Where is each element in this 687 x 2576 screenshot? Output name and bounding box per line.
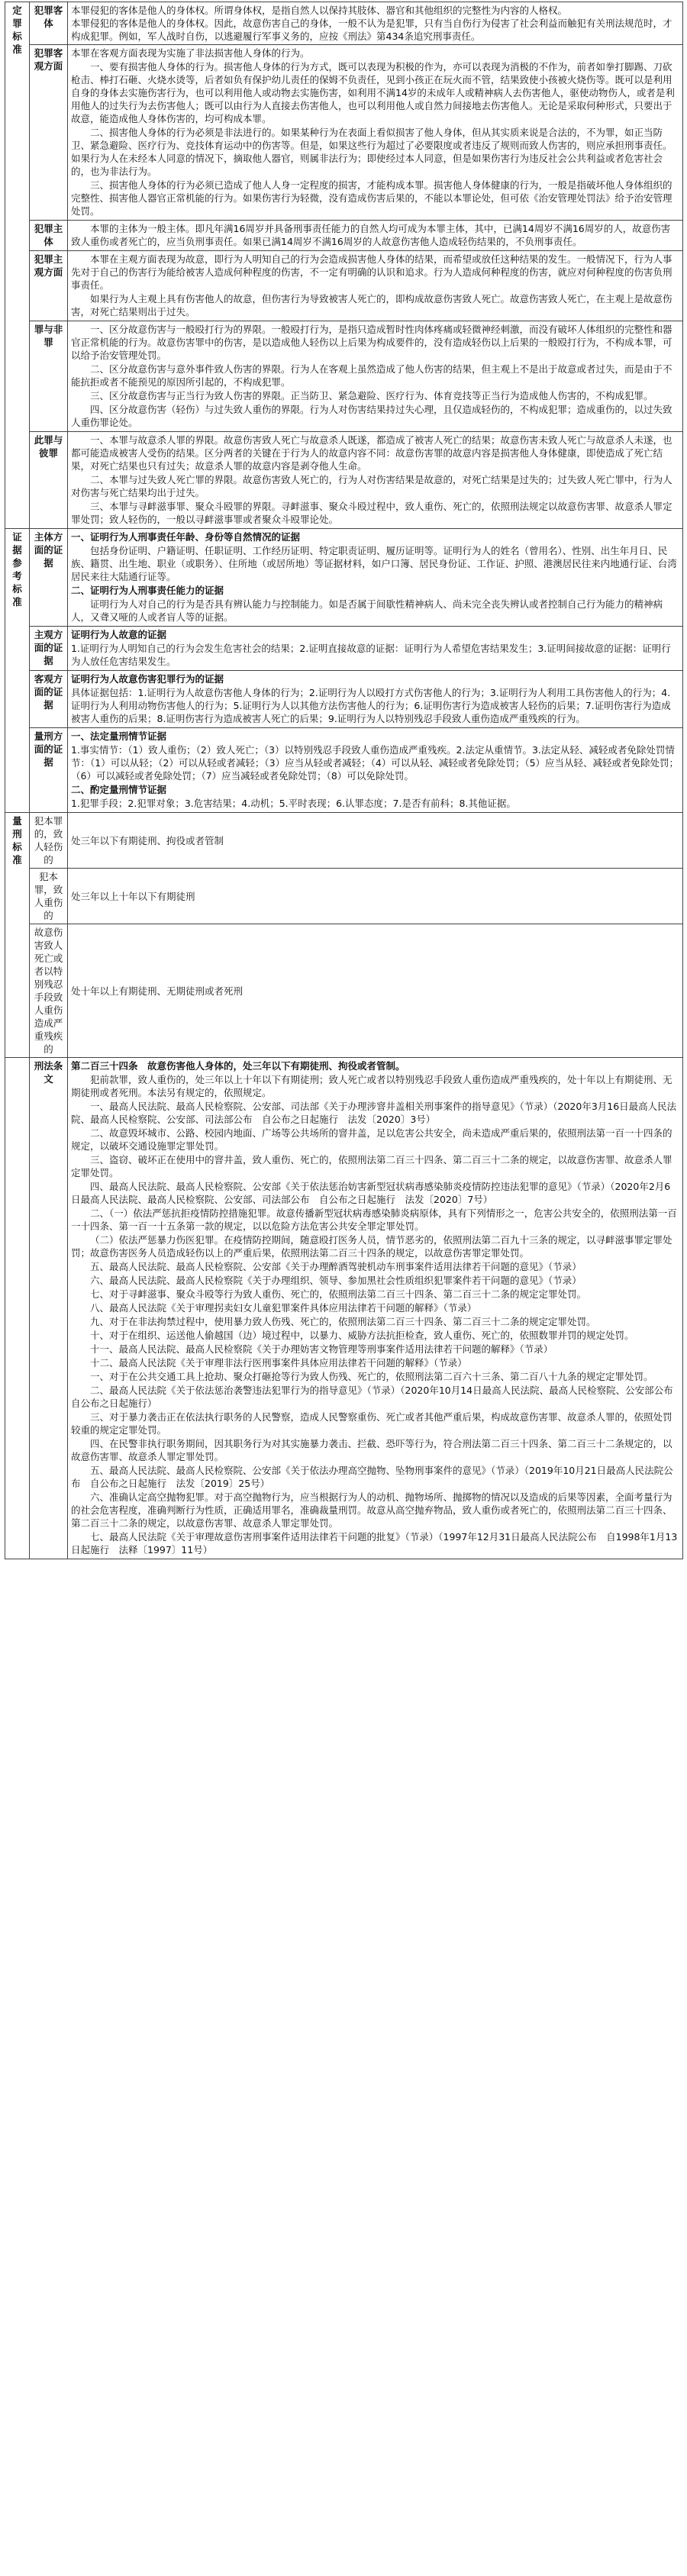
sentence-text: 处十年以上有期徒刑、无期徒刑或者死刑 — [68, 924, 683, 1058]
ev-subjective-head: 证明行为人故意的证据 — [71, 629, 167, 640]
law-para: 犯前款罪，致人重伤的，处三年以上十年以下有期徒刑；致人死亡或者以特别残忍手段致人重伤造成严重残疾的，处十年以上有期徒刑、无期徒刑或者死刑。本法另有规定的，依照规定。 — [71, 1074, 672, 1098]
ev-sentencing-para: 1.事实情节：（1）致人重伤；（2）致人死亡；（3）以特别残忍手段致人重伤造成严重残疾。2.法定从重情节。3.法定从轻、减轻或者免除处罚情节：（1）可以从轻；（2）可以从轻或者减轻；（3）应当从轻或者减轻；（4）可以从轻、减轻或者免除处罚；（5）应当从轻、减轻或者免除处罚；（6）可以减轻或者免除处罚；（7）应当减轻或者免除处罚；（8）可以免除处罚。 — [71, 744, 679, 782]
ev-subjective-text — [68, 627, 683, 671]
row-sentence-3 — [5, 924, 683, 1058]
subjective-label: 犯罪主观方面 — [30, 251, 68, 321]
group-label-conviction: 定罪标准 — [5, 2, 30, 529]
objective-para: 本罪在客观方面表现为实施了非法损害他人身体的行为。 — [71, 47, 310, 59]
ev-objective-items: 具体证据包括：1.证明行为人故意伤害他人身体的行为；2.证明行为人以殴打方式伤害他人的行为；3.证明行为人利用工具伤害他人的行为；4.证明行为人利用动物伤害他人的行为；5.证明行为人以其他方法伤害他人的行为；6.证明伤害行为造成被害人轻伤的后果；7.证明伤害行为造成被害人重伤的后果；8.证明伤害行为造成被害人死亡的后果；9.证明行为人以特别残忍手段致人重伤造成严重残疾的行为。 — [71, 687, 671, 724]
ev-subject-label: 主体方面的证据 — [30, 529, 68, 627]
law-para: 一、对于在公共交通工具上抢劫、聚众打砸抢等行为致人伤残、死亡的，依照刑法第二百六十三条、第二百八十九条的规定定罪处罚。 — [90, 1371, 653, 1382]
crime-table — [5, 2, 683, 1559]
ev-subject-text — [68, 529, 683, 627]
law-para: 第二百三十四条 故意伤害他人身体的，处三年以下有期徒刑、拘役或者管制。 — [71, 1060, 405, 1072]
row-ev-subject — [5, 529, 683, 627]
objective-para: 二、损害他人身体的行为必须是非法进行的。如果某种行为在表面上看似损害了他人身体，但从其实质来说是合法的，不为罪，如正当防卫、紧急避险、医疗行为、竞技体育运动中的伤害等。但是，如果这些行为超过了必要限度或者违反了规则而致人伤害的，则应承担刑事责任。如果行为人在未经本人同意的情况下，摘取他人器官，则属非法行为；即使经过本人同意，但是如果伤害行为违反社会公共利益或者危害社会的，也为非法行为。 — [71, 127, 672, 177]
ev-subject-head: 一、证明行为人刑事责任年龄、身份等自然情况的证据 — [71, 531, 301, 543]
law-para: 二、（一）依法严惩抗拒疫情防控措施犯罪。故意传播新型冠状病毒感染肺炎病原体，具有下列情形之一，危害公共安全的，依照刑法第一百一十四条、第一百一十五条第一款的规定，以以危险方法危害公共安全罪定罪处罚。 — [71, 1207, 677, 1232]
subject-label: 犯罪主体 — [30, 221, 68, 251]
sentence-label: 犯本罪的，致人轻伤的 — [30, 813, 68, 869]
law-para: 一、最高人民法院、最高人民检察院、公安部、司法部《关于办理涉窨井盖相关刑事案件的指导意见》（节录）（2020年3月16日最高人民法院、最高人民检察院、公安部、司法部公布 自公布之日起施行 法发〔2020〕3号） — [71, 1101, 677, 1125]
ev-sentencing-head: 二、酌定量刑情节证据 — [71, 784, 167, 795]
subject-para: 本罪的主体为一般主体。即凡年满16周岁并具备刑事责任能力的自然人均可成为本罪主体，其中，已满14周岁不满16周岁的人，故意伤害致人重伤或者死亡的，应当负刑事责任。如果已满14周岁不满16周岁的人故意伤害他人造成轻伤结果的，不负刑事责任。 — [71, 223, 671, 247]
row-subject — [5, 221, 683, 251]
document — [5, 2, 682, 1559]
distinction-label: 罪与非罪 — [30, 321, 68, 432]
distinction-para: 三、区分故意伤害与正当行为致人伤害的界限。正当防卫、紧急避险、医疗行为、体育竞技等正当行为造成他人伤害的，不构成犯罪。 — [90, 390, 653, 401]
law-para: 六、准确认定高空抛物犯罪。对于高空抛物行为，应当根据行为人的动机、抛物场所、抛掷物的情况以及造成的后果等因素，全面考量行为的社会危害程度，准确判断行为性质，正确适用罪名，准确裁量刑罚。故意从高空抛弃物品，致人重伤或者死亡的，依照刑法第二百三十四条、第二百三十二条的规定，以故意伤害罪、故意杀人罪定罪处罚。 — [71, 1491, 672, 1529]
subjective-para: 本罪在主观方面表现为故意，即行为人明知自己的行为会造成损害他人身体的结果，而希望或放任这种结果的发生。一般情况下，行为人事先对于自己的伤害行为能给被害人造成何种程度的伤害，不一定有明确的认识和追求。行为人造成何种程度的伤害，就应对何种程度的伤害负刑事责任。 — [71, 253, 672, 291]
law-para: 十二、最高人民法院《关于审理非法行医刑事案件具体应用法律若干问题的解释》（节录） — [90, 1357, 467, 1369]
ev-objective-text — [68, 671, 683, 728]
ev-subjective-label: 主观方面的证据 — [30, 627, 68, 671]
ev-sentencing-label: 量刑方面的证据 — [30, 728, 68, 813]
law-blank — [5, 1058, 30, 1559]
ev-subject-para: 包括身份证明、户籍证明、任职证明、工作经历证明、特定职责证明、履历证明等。证明行为人的姓名（曾用名）、性别、出生年月日、民族、籍贯、出生地、职业（或职务）、住所地（或居所地）等证据材料，如户口簿、居民身份证、工作证、护照、港澳居民往来内地通行证、台湾居民来往大陆通行证等。 — [71, 545, 677, 582]
row-other-crimes — [5, 432, 683, 529]
subjective-para: 如果行为人主观上具有伤害他人的故意，但伤害行为导致被害人死亡的，即构成故意伤害致人死亡。故意伤害致人死亡，在主观上是故意伤害，对死亡结果则出于过失。 — [71, 293, 672, 318]
law-para: 七、最高人民法院《关于审理故意伤害刑事案件适用法律若干问题的批复》（节录）（1997年12月31日最高人民法院公布 自1998年1月13日起施行 法释〔1997〕11号） — [71, 1531, 678, 1556]
sentence-text: 处三年以上十年以下有期徒刑 — [68, 869, 683, 924]
subject-text — [68, 221, 683, 251]
other-para: 一、本罪与故意杀人罪的界限。故意伤害致人死亡与故意杀人既遂，都造成了被害人死亡的结果；故意伤害未致人死亡与故意杀人未遂，也都可能造成被害人受伤的结果。区分两者的关键在于行为人的故意内容不同：故意伤害罪的故意内容是损害他人身体健康，即使造成了死亡结果，对死亡结果也只有过失；故意杀人罪的故意内容是剥夺他人生命。 — [71, 434, 672, 472]
law-label: 刑法条文 — [30, 1058, 68, 1559]
law-para: 八、最高人民法院《关于审理拐卖妇女儿童犯罪案件具体应用法律若干问题的解释》（节录） — [90, 1302, 477, 1314]
other-text — [68, 432, 683, 529]
ev-sentencing-text — [68, 728, 683, 813]
ev-subject-head: 二、证明行为人刑事责任能力的证据 — [71, 585, 224, 596]
distinction-para: 四、区分故意伤害（轻伤）与过失致人重伤的界限。行为人对伤害结果持过失心理，且仅造成轻伤的，不构成犯罪；造成重伤的，以过失致人重伤罪论处。 — [71, 404, 672, 428]
row-object — [5, 2, 683, 45]
objective-label: 犯罪客观方面 — [30, 45, 68, 221]
law-para: （二）依法严惩暴力伤医犯罪。在疫情防控期间，随意殴打医务人员，情节恶劣的，依照刑法第二百九十三条的规定，以寻衅滋事罪定罪处罚；故意伤害医务人员造成轻伤以上的严重后果，依照刑法第二百三十四条的规定，以故意伤害罪定罪处罚。 — [71, 1234, 672, 1259]
row-ev-objective — [5, 671, 683, 728]
law-para: 四、最高人民法院、最高人民检察院、公安部《关于依法惩治妨害新型冠状病毒感染肺炎疫情防控违法犯罪的意见》（节录）（2020年2月6日最高人民法院、最高人民检察院、公安部、司法部公布 自公布之日起施行 法发〔2020〕7号） — [71, 1181, 671, 1205]
object-content: 本罪侵犯的客体是他人的身体权。所谓身体权，是指自然人以保持其肢体、器官和其他组织的完整性为内容的人格权。 本罪侵犯的客体是他人的身体权。因此，故意伤害自己的身体，一般不认为是犯罪，只有当自伤行为侵害了社会利益而触犯有关刑法规范时，才构成犯罪。例如，军人战时自伤，以逃避履行军事义务的，应按《刑法》第434条追究刑事责任。 — [71, 5, 672, 42]
row-distinction — [5, 321, 683, 432]
law-para: 二、故意毁坏城市、公路、校园内地面、广场等公共场所的窨井盖，足以危害公共安全，尚未造成严重后果的，依照刑法第一百一十四条的规定，以破坏交通设施罪定罪处罚。 — [71, 1127, 672, 1152]
law-para: 五、最高人民法院、最高人民检察院、公安部《关于办理醉酒驾驶机动车刑事案件适用法律若干问题的意见》（节录） — [90, 1261, 582, 1272]
objective-para: 三、损害他人身体的行为必须已造成了他人人身一定程度的损害，才能构成本罪。损害他人身体健康的行为，一般是指破坏他人身体组织的完整性、损害他人器官正常机能的行为。如果伤害行为轻微，没有造成伤害后果的，不能以本罪论处，但可依《治安管理处罚法》给予治安管理处罚。 — [71, 179, 672, 217]
law-para: 二、最高人民法院《关于依法惩治袭警违法犯罪行为的指导意见》（节录）（2020年10月14日最高人民法院、最高人民检察院、公安部公布 自公布之日起施行） — [71, 1385, 683, 1409]
distinction-para: 二、区分故意伤害与意外事件致人伤害的界限。行为人在客观上虽然造成了他人伤害的结果，但主观上不是出于故意或者过失，而是由于不能抗拒或者不能预见的原因所引起的，不构成犯罪。 — [71, 363, 672, 388]
law-para: 十、对于在组织、运送他人偷越国（边）境过程中，以暴力、威胁方法抗拒检查，致人重伤、死亡的，依照数罪并罚的规定处罚。 — [90, 1330, 634, 1341]
other-para: 二、本罪与过失致人死亡罪的界限。故意伤害致人死亡的，行为人对伤害结果是故意的，对死亡结果是过失的；过失致人死亡罪中，行为人对伤害与死亡结果均出于过失。 — [71, 474, 672, 498]
row-ev-sentencing — [5, 728, 683, 813]
objective-text — [68, 45, 683, 221]
object-label: 犯罪客体 — [30, 2, 68, 45]
law-para: 九、对于在非法拘禁过程中，使用暴力致人伤残、死亡的，依照刑法第二百三十四条、第二百三十二条的规定定罪处罚。 — [90, 1316, 596, 1327]
distinction-para: 一、区分故意伤害与一般殴打行为的界限。一般殴打行为，是指只造成暂时性肉体疼痛或轻微神经刺激，而没有破坏人体组织的完整性和器官正常机能的行为。故意伤害罪中的伤害，是以造成他人轻伤以上后果为构成要件的，没有造成轻伤以上后果的一般殴打行为，不构成本罪，可以给予治安管理处罚。 — [71, 324, 672, 361]
row-ev-subjective — [5, 627, 683, 671]
row-subjective — [5, 251, 683, 321]
row-objective — [5, 45, 683, 221]
ev-objective-head: 证明行为人故意伤害犯罪行为的证据 — [71, 673, 224, 685]
law-para: 三、盗窃、破坏正在使用中的窨井盖，致人重伤、死亡的，依照刑法第二百三十四条、第二百三十二条的规定，以故意伤害罪、故意杀人罪定罪处罚。 — [71, 1154, 672, 1178]
sentence-text: 处三年以下有期徒刑、拘役或者管制 — [68, 813, 683, 869]
law-text — [68, 1058, 683, 1559]
distinction-text — [68, 321, 683, 432]
other-para: 三、本罪与寻衅滋事罪、聚众斗殴罪的界限。寻衅滋事、聚众斗殴过程中，致人重伤、死亡的，依照刑法规定以故意伤害罪、故意杀人罪定罪处罚；致人轻伤的，一般以寻衅滋事罪或者聚众斗殴罪论处。 — [71, 501, 672, 525]
law-para: 三、对于暴力袭击正在依法执行职务的人民警察，造成人民警察重伤、死亡或者其他严重后果，构成故意伤害罪、故意杀人罪的，依照处罚较重的规定定罪处罚。 — [71, 1411, 672, 1436]
ev-sentencing-head: 一、法定量刑情节证据 — [71, 730, 167, 742]
group-label-sentencing: 量刑标准 — [5, 813, 30, 1058]
ev-sentencing-para: 1.犯罪手段；2.犯罪对象；3.危害结果；4.动机；5.平时表现；6.认罪态度；7.是否有前科；8.其他证据。 — [71, 798, 516, 809]
law-para: 七、对于寻衅滋事、聚众斗殴等行为致人重伤、死亡的，依照刑法第二百三十四条、第二百三十二条的规定定罪处罚。 — [90, 1288, 587, 1300]
row-sentence-1 — [5, 813, 683, 869]
ev-subjective-items: 1.证明行为人明知自己的行为会发生危害社会的结果；2.证明直接故意的证据：证明行为人希望危害结果发生；3.证明间接故意的证据：证明行为人放任危害结果发生。 — [71, 643, 671, 667]
sentence-label: 故意伤害致人死亡或者以特别残忍手段致人重伤造成严重残疾的 — [30, 924, 68, 1058]
law-para: 六、最高人民法院、最高人民检察院《关于办理组织、领导、参加黑社会性质组织犯罪案件若干问题的意见》（节录） — [90, 1275, 582, 1286]
object-text — [68, 2, 683, 45]
ev-subject-para: 证明行为人对自己的行为是否具有辨认能力与控制能力。如是否属于间歇性精神病人、尚未完全丧失辨认或者控制自己行为能力的精神病人，又聋又哑的人或者盲人等的证据。 — [71, 598, 663, 623]
row-sentence-2 — [5, 869, 683, 924]
group-label-evidence: 证据参考标准 — [5, 529, 30, 813]
law-para: 五、最高人民法院、最高人民检察院、公安部《关于依法办理高空抛物、坠物刑事案件的意见》（节录）（2019年10月21日最高人民法院公布 自公布之日起施行 法发〔2019〕25号） — [71, 1465, 673, 1489]
other-label: 此罪与彼罪 — [30, 432, 68, 529]
law-para: 十一、最高人民法院、最高人民检察院《关于办理妨害文物管理等刑事案件适用法律若干问题的解释》（节录） — [90, 1343, 553, 1355]
objective-para: 一、要有损害他人身体的行为。损害他人身体的行为方式，既可以表现为积极的作为，亦可以表现为消极的不作为，前者如拳打脚踢、刀砍枪击、棒打石砸、火烧水烫等，后者如负有保护幼儿责任的保姆不负责任，见到小孩正在玩火而不管，结果致使小孩被火烧伤等。既可以是利用自身的身体去实施伤害行为，也可以利用他人或动物去实施伤害，如利用不满14岁的未成年人或精神病人去伤害他人，驱使动物伤人，或者是利用他人的过失行为去伤害他人；既可以由行为人直接去伤害他人，也可以利用他人或自然力间接地去伤害他人。无论是采取何种形式，只要出于故意，能造成他人身体伤害的，均可构成本罪。 — [71, 61, 675, 124]
law-para: 四、在民警非执行职务期间，因其职务行为对其实施暴力袭击、拦截、恐吓等行为，符合刑法第二百三十四条、第二百三十二条规定的，以故意伤害罪、故意杀人罪定罪处罚。 — [71, 1438, 672, 1462]
ev-objective-label: 客观方面的证据 — [30, 671, 68, 728]
row-law — [5, 1058, 683, 1559]
subjective-text — [68, 251, 683, 321]
sentence-label: 犯本罪，致人重伤的 — [30, 869, 68, 924]
